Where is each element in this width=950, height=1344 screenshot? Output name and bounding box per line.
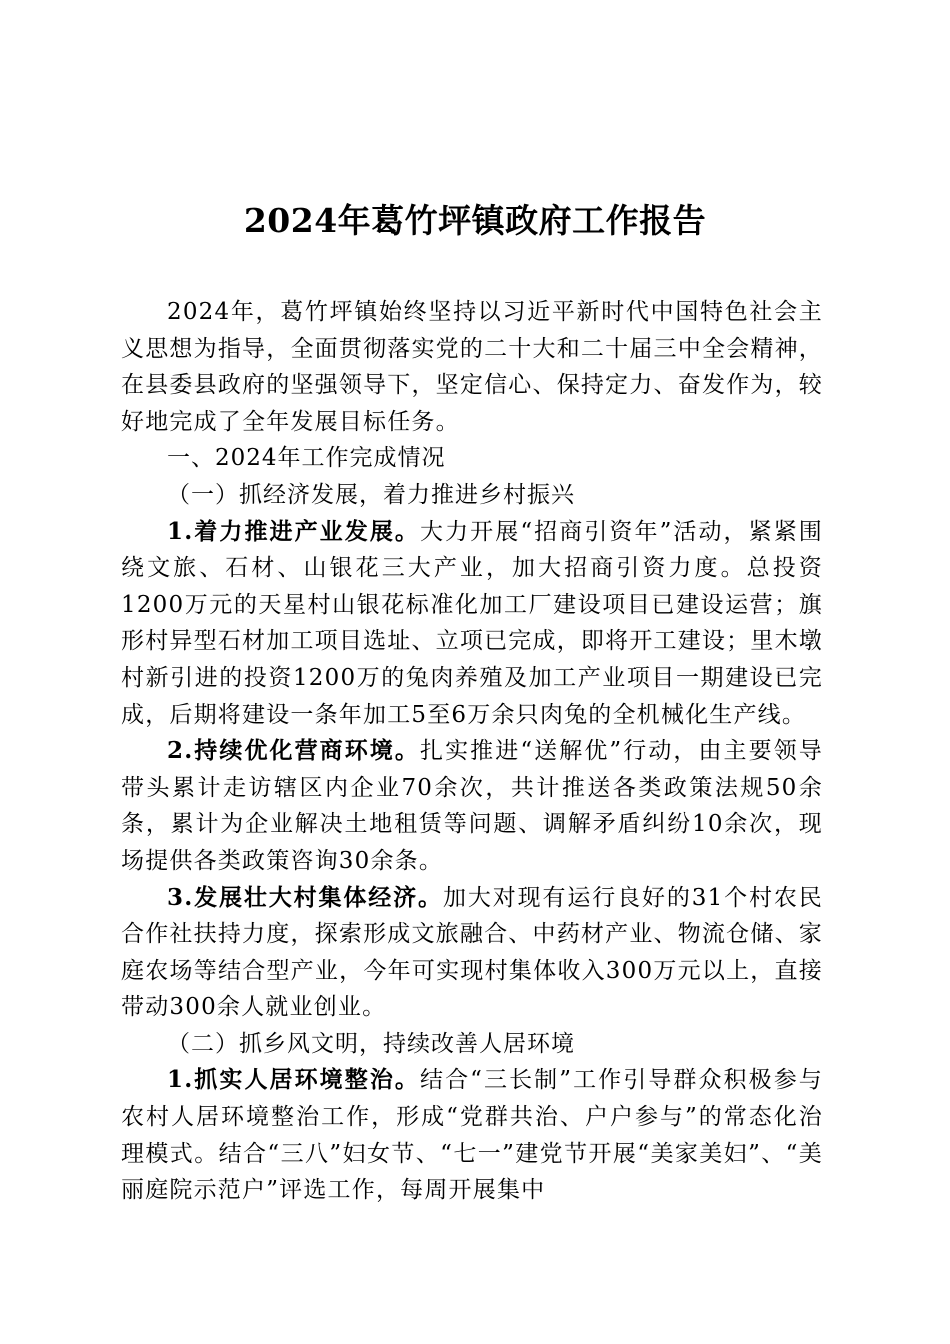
list-item <box>121 1062 823 1208</box>
item-text: 加大对现有运行良好的31个村农民合作社扶持力度，探索形成文旅融合、中药材产业、物流仓储、家庭农场等结合型产业，今年可实现村集体收入300万元以上，直接带动300余人就业创业。 <box>121 884 824 1021</box>
list-item <box>121 733 823 879</box>
item-text: 结合“三长制”工作引导群众积极参与农村人居环境整治工作，形成“党群共治、户户参与”的常态化治理模式。结合“三八”妇女节、“七一”建党节开展“美家美妇”、“美丽庭院示范户”评选工作，每周开展集中 <box>121 1067 823 1204</box>
item-text: 大力开展“招商引资年”活动，紧紧围绕文旅、石材、山银花三大产业，加大招商引资力度。总投资1200万元的天星村山银花标准化加工厂建设项目已建设运营；旗形村异型石材加工项目选址、立项已完成，即将开工建设；里木墩村新引进的投资1200万的兔肉养殖及加工产业项目一期建设已完成，后期将建设一条年加工5至6万余只肉兔的全机械化生产线。 <box>121 518 823 728</box>
item-lead: 2.持续优化营商环境。 <box>167 737 421 765</box>
subsection-heading-civility: （二）抓乡风文明，持续改善人居环境 <box>167 1030 575 1057</box>
item-lead: 3.发展壮大村集体经济。 <box>167 883 443 911</box>
intro-paragraph: 2024年，葛竹坪镇始终坚持以习近平新时代中国特色社会主义思想为指导，全面贯彻落实党的二十大和二十届三中全会精神，在县委县政府的坚强领导下，坚定信心、保持定力、奋发作为，较好地完成了全年发展目标任务。 <box>121 299 823 435</box>
item-lead: 1.着力推进产业发展。 <box>167 517 421 545</box>
document-title: 2024年葛竹坪镇政府工作报告 <box>243 201 707 240</box>
subsection-heading-economy: （一）抓经济发展，着力推进乡村振兴 <box>167 481 575 508</box>
list-item <box>121 880 823 1026</box>
item-lead: 1.抓实人居环境整治。 <box>167 1066 421 1094</box>
document-body <box>121 294 823 1209</box>
list-item <box>121 514 823 734</box>
item-text: 扎实推进“送解优”行动，由主要领导带头累计走访辖区内企业70余次，共计推送各类政策法规50余条，累计为企业解决土地租赁等问题、调解矛盾纠纷10余次，现场提供各类政策咨询30余条。 <box>121 738 823 874</box>
section-heading: 一、2024年工作完成情况 <box>167 445 446 472</box>
